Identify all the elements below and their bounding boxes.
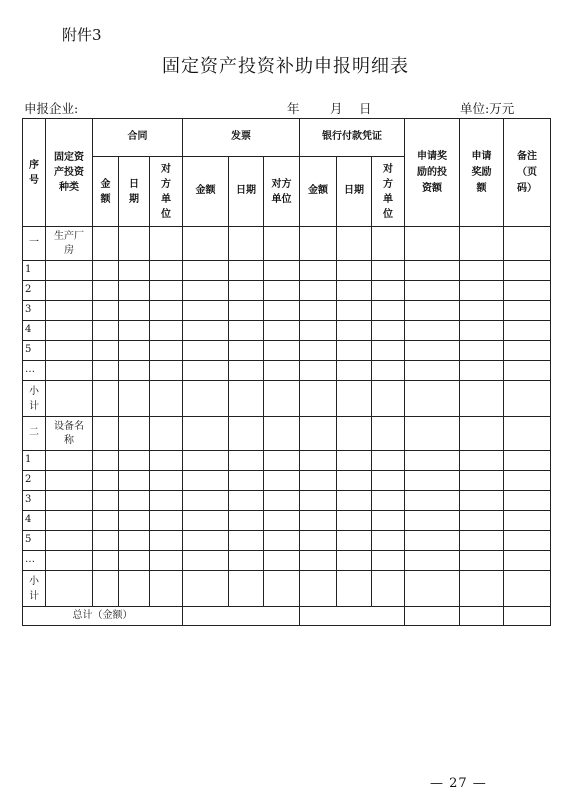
table-row (23, 531, 551, 551)
table-cell[interactable] (372, 341, 405, 361)
header-remark: 备注（页码） (504, 119, 551, 227)
table-cell[interactable] (46, 531, 93, 551)
table-cell[interactable] (229, 511, 264, 531)
table-cell[interactable] (405, 551, 460, 571)
table-cell[interactable] (93, 361, 119, 381)
table-cell[interactable] (229, 361, 264, 381)
table-cell[interactable] (150, 571, 183, 607)
table-cell[interactable] (405, 531, 460, 551)
table-cell[interactable] (300, 321, 337, 341)
table-cell[interactable] (119, 341, 150, 361)
table-cell[interactable] (300, 491, 337, 511)
table-cell[interactable] (46, 471, 93, 491)
table-cell[interactable] (46, 361, 93, 381)
table-cell[interactable] (119, 471, 150, 491)
table-cell[interactable] (504, 571, 551, 607)
table-cell[interactable] (119, 417, 150, 451)
table-cell[interactable] (405, 417, 460, 451)
table-row (23, 281, 551, 301)
table-cell[interactable] (372, 417, 405, 451)
header-contract-date: 日期 (119, 157, 150, 227)
table-cell[interactable] (372, 491, 405, 511)
table-cell[interactable] (504, 301, 551, 321)
table-cell[interactable] (150, 341, 183, 361)
table-cell[interactable] (119, 551, 150, 571)
header-invoice: 发票 (183, 119, 300, 157)
table-cell[interactable] (93, 301, 119, 321)
table-cell[interactable] (372, 511, 405, 531)
table-cell[interactable] (264, 511, 300, 531)
table-cell[interactable] (405, 281, 460, 301)
section-seq: 二 (23, 417, 46, 451)
table-cell[interactable] (264, 341, 300, 361)
table-cell[interactable] (300, 381, 337, 417)
header-invoice-party: 对方单位 (264, 157, 300, 227)
table-cell[interactable] (150, 361, 183, 381)
row-seq: 1 (23, 451, 46, 471)
subtotal-label: 小计 (23, 571, 46, 607)
header-contract: 合同 (93, 119, 183, 157)
table-cell[interactable] (229, 417, 264, 451)
table-cell[interactable] (460, 281, 504, 301)
section-row (23, 227, 551, 261)
table-cell[interactable] (504, 551, 551, 571)
table-cell[interactable] (504, 491, 551, 511)
table-cell[interactable] (337, 341, 372, 361)
header-bank-party: 对方单位 (372, 157, 405, 227)
table-cell[interactable] (119, 531, 150, 551)
total-row (23, 607, 551, 626)
table-cell[interactable] (372, 301, 405, 321)
table-cell[interactable] (264, 281, 300, 301)
table-cell[interactable] (372, 531, 405, 551)
table-row (23, 261, 551, 281)
row-seq: 1 (23, 261, 46, 281)
table-cell[interactable] (264, 381, 300, 417)
table-cell[interactable] (504, 321, 551, 341)
table-row (23, 551, 551, 571)
table-cell[interactable] (337, 281, 372, 301)
month-label: 月 (330, 101, 343, 116)
header-invoice-date: 日期 (229, 157, 264, 227)
table-cell[interactable] (405, 381, 460, 417)
table-cell[interactable] (93, 531, 119, 551)
table-cell[interactable] (372, 361, 405, 381)
table-cell[interactable] (183, 301, 229, 321)
table-cell[interactable] (183, 321, 229, 341)
table-cell[interactable] (504, 261, 551, 281)
table-cell[interactable] (300, 281, 337, 301)
table-cell[interactable] (183, 451, 229, 471)
header-bank-voucher: 银行付款凭证 (300, 119, 405, 157)
section-row (23, 417, 551, 451)
table-cell[interactable] (372, 471, 405, 491)
table-cell[interactable] (504, 471, 551, 491)
table-cell[interactable] (460, 607, 504, 626)
table-cell[interactable] (300, 227, 337, 261)
table-cell[interactable] (405, 227, 460, 261)
row-seq: 2 (23, 471, 46, 491)
table-cell[interactable] (183, 571, 229, 607)
table-cell[interactable] (405, 301, 460, 321)
table-row (23, 491, 551, 511)
subtotal-label: 小计 (23, 381, 46, 417)
table-cell[interactable] (460, 471, 504, 491)
table-cell[interactable] (229, 321, 264, 341)
table-cell[interactable] (46, 261, 93, 281)
table-cell[interactable] (337, 381, 372, 417)
table-cell[interactable] (300, 551, 337, 571)
table-cell[interactable] (300, 417, 337, 451)
table-cell[interactable] (504, 341, 551, 361)
table-cell[interactable] (264, 227, 300, 261)
table-cell[interactable] (46, 511, 93, 531)
header-seq: 序号 (23, 119, 46, 227)
table-cell[interactable] (264, 301, 300, 321)
table-cell[interactable] (460, 341, 504, 361)
table-cell[interactable] (119, 491, 150, 511)
table-cell[interactable] (119, 381, 150, 417)
table-cell[interactable] (119, 321, 150, 341)
table-cell[interactable] (183, 531, 229, 551)
table-row (23, 361, 551, 381)
table-cell[interactable] (229, 227, 264, 261)
header-apply-reward: 申请奖励额 (460, 119, 504, 227)
table-cell[interactable] (504, 607, 551, 626)
table-cell[interactable] (46, 381, 93, 417)
table-cell[interactable] (405, 571, 460, 607)
table-cell[interactable] (150, 511, 183, 531)
table-cell[interactable] (504, 381, 551, 417)
header-contract-amount: 金额 (93, 157, 119, 227)
table-cell[interactable] (183, 227, 229, 261)
table-cell[interactable] (93, 341, 119, 361)
row-seq: 4 (23, 321, 46, 341)
table-cell[interactable] (229, 551, 264, 571)
table-cell[interactable] (337, 471, 372, 491)
table-cell[interactable] (183, 491, 229, 511)
table-cell[interactable] (46, 571, 93, 607)
header-contract-party: 对方单位 (150, 157, 183, 227)
table-cell[interactable] (183, 261, 229, 281)
table-cell[interactable] (460, 531, 504, 551)
table-cell[interactable] (460, 551, 504, 571)
table-cell[interactable] (183, 361, 229, 381)
table-cell[interactable] (337, 531, 372, 551)
table-cell[interactable] (300, 301, 337, 321)
table-cell[interactable] (337, 301, 372, 321)
table-cell[interactable] (119, 301, 150, 321)
table-cell[interactable] (460, 417, 504, 451)
table-cell[interactable] (460, 261, 504, 281)
table-cell[interactable] (504, 511, 551, 531)
table-cell[interactable] (93, 381, 119, 417)
table-cell[interactable] (460, 381, 504, 417)
table-cell[interactable] (46, 341, 93, 361)
table-cell[interactable] (150, 531, 183, 551)
table-cell[interactable] (93, 417, 119, 451)
header-apply-invest: 申请奖励的投资额 (405, 119, 460, 227)
subtotal-row (23, 381, 551, 417)
table-cell[interactable] (264, 321, 300, 341)
table-row (23, 301, 551, 321)
table-cell[interactable] (119, 571, 150, 607)
table-cell[interactable] (150, 451, 183, 471)
table-cell[interactable] (93, 571, 119, 607)
table-cell[interactable] (372, 261, 405, 281)
table-cell[interactable] (150, 227, 183, 261)
table-cell[interactable] (504, 451, 551, 471)
table-cell[interactable] (183, 471, 229, 491)
table-cell[interactable] (229, 381, 264, 417)
table-cell[interactable] (337, 261, 372, 281)
table-cell[interactable] (337, 227, 372, 261)
page-number: — 27 — (430, 776, 487, 791)
table-cell[interactable] (337, 451, 372, 471)
table-cell[interactable] (119, 361, 150, 381)
table-cell[interactable] (183, 417, 229, 451)
table-cell[interactable] (405, 451, 460, 471)
table-cell[interactable] (460, 571, 504, 607)
table-cell[interactable] (337, 361, 372, 381)
table-cell[interactable] (150, 491, 183, 511)
table-cell[interactable] (93, 227, 119, 261)
table-cell[interactable] (150, 301, 183, 321)
table-row (23, 511, 551, 531)
table-cell[interactable] (372, 321, 405, 341)
table-cell[interactable] (150, 381, 183, 417)
table-cell[interactable] (460, 511, 504, 531)
table-cell[interactable] (405, 471, 460, 491)
unit-label: 单位:万元 (460, 101, 515, 116)
table-cell[interactable] (337, 551, 372, 571)
company-label: 申报企业: (24, 101, 79, 116)
table-cell[interactable] (150, 417, 183, 451)
table-cell[interactable] (119, 227, 150, 261)
table-cell[interactable] (93, 471, 119, 491)
table-cell[interactable] (119, 261, 150, 281)
table-cell[interactable] (372, 281, 405, 301)
row-seq: … (23, 551, 46, 571)
table-cell[interactable] (229, 491, 264, 511)
table-cell[interactable] (264, 451, 300, 471)
table-cell[interactable] (183, 511, 229, 531)
table-cell[interactable] (405, 607, 460, 626)
header-bank-amount: 金额 (300, 157, 337, 227)
table-cell[interactable] (46, 491, 93, 511)
day-label: 日 (359, 101, 372, 116)
table-cell[interactable] (405, 511, 460, 531)
table-cell[interactable] (504, 281, 551, 301)
table-cell[interactable] (229, 341, 264, 361)
table-cell[interactable] (229, 471, 264, 491)
table-cell[interactable] (183, 281, 229, 301)
table-cell[interactable] (229, 451, 264, 471)
year-label: 年 (287, 101, 300, 116)
header-invoice-amount: 金额 (183, 157, 229, 227)
table-cell[interactable] (119, 451, 150, 471)
table-cell[interactable] (150, 281, 183, 301)
table-cell[interactable] (93, 491, 119, 511)
total-invoice-cell[interactable] (183, 607, 300, 626)
table-cell[interactable] (372, 571, 405, 607)
table-cell[interactable] (460, 301, 504, 321)
table-cell[interactable] (229, 281, 264, 301)
table-cell[interactable] (229, 571, 264, 607)
table-cell[interactable] (300, 471, 337, 491)
table-cell[interactable] (264, 531, 300, 551)
table-cell[interactable] (337, 321, 372, 341)
table-cell[interactable] (229, 301, 264, 321)
table-cell[interactable] (93, 321, 119, 341)
table-cell[interactable] (405, 341, 460, 361)
table-cell[interactable] (150, 261, 183, 281)
table-cell[interactable] (405, 491, 460, 511)
table-cell[interactable] (372, 451, 405, 471)
table-cell[interactable] (300, 571, 337, 607)
header-bank-date: 日期 (337, 157, 372, 227)
table-cell[interactable] (337, 571, 372, 607)
table-cell[interactable] (150, 551, 183, 571)
subtotal-row (23, 571, 551, 607)
table-cell[interactable] (337, 417, 372, 451)
table-cell[interactable] (300, 341, 337, 361)
total-bank-cell[interactable] (300, 607, 405, 626)
header-asset-type: 固定资产投资种类 (46, 119, 93, 227)
table-cell[interactable] (150, 321, 183, 341)
table-cell[interactable] (372, 381, 405, 417)
table-cell[interactable] (300, 261, 337, 281)
table-cell[interactable] (264, 571, 300, 607)
row-seq: … (23, 361, 46, 381)
table-cell[interactable] (46, 301, 93, 321)
section-name: 生产厂房 (46, 227, 93, 261)
table-cell[interactable] (504, 361, 551, 381)
section-name: 设备名称 (46, 417, 93, 451)
section-seq: 一 (23, 227, 46, 261)
table-cell[interactable] (46, 551, 93, 571)
table-cell[interactable] (46, 321, 93, 341)
table-cell[interactable] (300, 361, 337, 381)
table-cell[interactable] (93, 551, 119, 571)
table-cell[interactable] (504, 531, 551, 551)
table-cell[interactable] (504, 227, 551, 261)
page-title: 固定资产投资补助申报明细表 (162, 56, 409, 77)
table-cell[interactable] (372, 551, 405, 571)
table-cell[interactable] (183, 381, 229, 417)
table-cell[interactable] (93, 281, 119, 301)
table-cell[interactable] (46, 281, 93, 301)
table-cell[interactable] (300, 451, 337, 471)
table-cell[interactable] (337, 491, 372, 511)
table-cell[interactable] (264, 261, 300, 281)
row-seq: 5 (23, 341, 46, 361)
table-cell[interactable] (119, 281, 150, 301)
table-cell[interactable] (504, 417, 551, 451)
table-cell[interactable] (460, 451, 504, 471)
table-cell[interactable] (460, 361, 504, 381)
table-cell[interactable] (264, 471, 300, 491)
row-seq: 3 (23, 301, 46, 321)
table-cell[interactable] (183, 341, 229, 361)
row-seq: 5 (23, 531, 46, 551)
table-cell[interactable] (372, 227, 405, 261)
table-cell[interactable] (300, 531, 337, 551)
table-row (23, 321, 551, 341)
table-cell[interactable] (150, 471, 183, 491)
attachment-label: 附件3 (62, 26, 102, 44)
table-cell[interactable] (119, 511, 150, 531)
table-cell[interactable] (264, 551, 300, 571)
table-row (23, 341, 551, 361)
table-cell[interactable] (460, 227, 504, 261)
row-seq: 3 (23, 491, 46, 511)
table-cell[interactable] (264, 361, 300, 381)
table-cell[interactable] (460, 321, 504, 341)
table-cell[interactable] (405, 321, 460, 341)
row-seq: 2 (23, 281, 46, 301)
total-label: 总计（金额） (23, 607, 183, 626)
table-cell[interactable] (93, 261, 119, 281)
table-cell[interactable] (460, 491, 504, 511)
row-seq: 4 (23, 511, 46, 531)
table-row (23, 471, 551, 491)
table-row (23, 451, 551, 471)
table-cell[interactable] (405, 261, 460, 281)
table-cell[interactable] (46, 451, 93, 471)
table-cell[interactable] (264, 491, 300, 511)
table-cell[interactable] (337, 511, 372, 531)
table-cell[interactable] (229, 261, 264, 281)
table-cell[interactable] (300, 511, 337, 531)
table-cell[interactable] (405, 361, 460, 381)
table-cell[interactable] (264, 417, 300, 451)
table-cell[interactable] (93, 511, 119, 531)
table-cell[interactable] (93, 451, 119, 471)
subsidy-detail-table (22, 118, 551, 626)
table-cell[interactable] (183, 551, 229, 571)
table-cell[interactable] (229, 531, 264, 551)
